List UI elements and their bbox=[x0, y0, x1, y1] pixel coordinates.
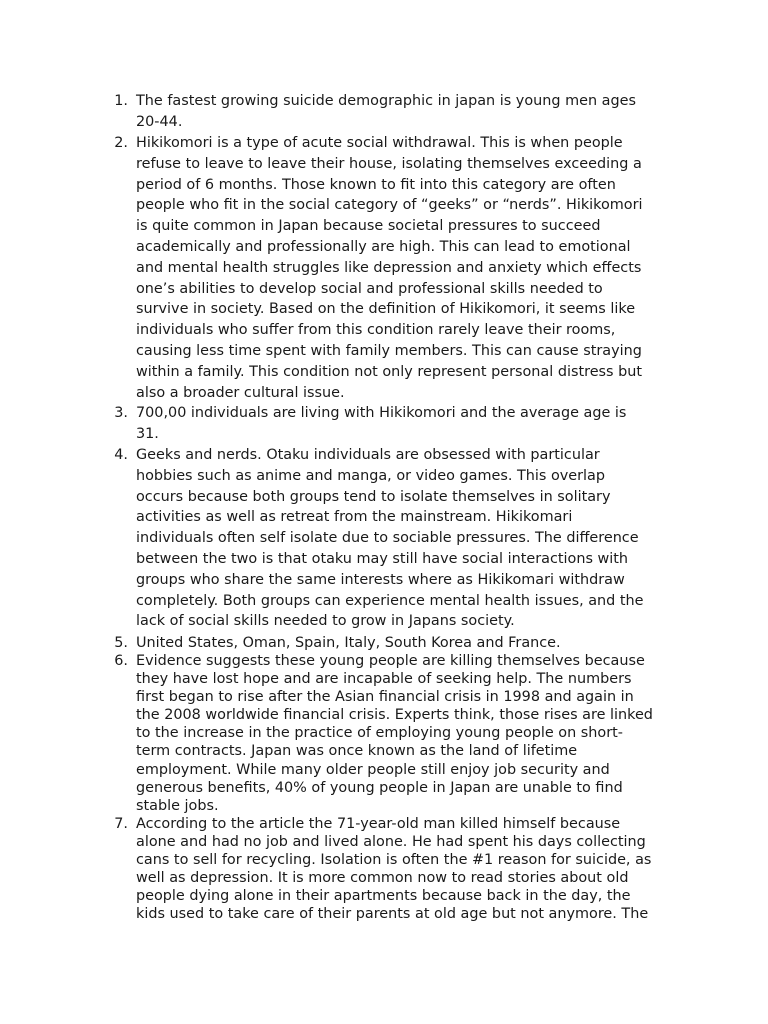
list-number: 1. bbox=[114, 93, 128, 109]
text-line: they have lost hope and are incapable of seeking help. The numbers bbox=[136, 671, 632, 688]
text-line: survive in society. Based on the definition of Hikikomori, it seems like bbox=[136, 301, 636, 318]
list-item-text bbox=[136, 91, 696, 133]
text-line: Hikikomori is a type of acute social withdrawal. This is when people bbox=[136, 135, 623, 151]
text-line: alone and had no job and lived alone. He had spent his days collecting bbox=[136, 834, 646, 851]
list-number: 6. bbox=[114, 653, 128, 669]
text-line: causing less time spent with family members. This can cause straying bbox=[136, 342, 642, 359]
list-item-text bbox=[136, 652, 696, 815]
text-line: one’s abilities to develop social and professional skills needed to bbox=[136, 280, 603, 297]
text-line: 31. bbox=[136, 425, 159, 442]
text-line: is quite common in Japan because societal pressures to succeed bbox=[136, 218, 601, 235]
text-line: people who fit in the social category of “geeks” or “nerds”. Hikikomori bbox=[136, 197, 643, 214]
list-item-text bbox=[136, 815, 696, 924]
text-line: lack of social skills needed to grow in Japans society. bbox=[136, 613, 515, 630]
text-line: well as depression. It is more common now to read stories about old bbox=[136, 870, 629, 887]
text-line: activities as well as retreat from the mainstream. Hikikomari bbox=[136, 509, 573, 526]
text-line: people dying alone in their apartments because back in the day, the bbox=[136, 888, 631, 905]
text-line: occurs because both groups tend to isolate themselves in solitary bbox=[136, 488, 611, 505]
text-line: academically and professionally are high. This can lead to emotional bbox=[136, 238, 631, 255]
list-number: 4. bbox=[114, 447, 128, 463]
text-line: generous benefits, 40% of young people in Japan are unable to find bbox=[136, 779, 623, 796]
text-line: kids used to take care of their parents at old age but not anymore. The bbox=[136, 906, 649, 923]
text-line: the 2008 worldwide financial crisis. Experts think, those rises are linked bbox=[136, 707, 653, 724]
text-line: 700,00 individuals are living with Hikikomori and the average age is bbox=[136, 405, 627, 421]
list-item-text bbox=[136, 133, 696, 403]
text-line: 20-44. bbox=[136, 113, 183, 130]
text-line: term contracts. Japan was once known as the land of lifetime bbox=[136, 743, 578, 760]
text-line: employment. While many older people still enjoy job security and bbox=[136, 761, 610, 778]
text-line: cans to sell for recycling. Isolation is often the #1 reason for suicide, as bbox=[136, 852, 652, 869]
list-item-text bbox=[136, 633, 696, 654]
text-line: hobbies such as anime and manga, or video games. This overlap bbox=[136, 467, 605, 484]
text-line: also a broader cultural issue. bbox=[136, 384, 345, 401]
list-number: 5. bbox=[114, 635, 128, 651]
list-number: 2. bbox=[114, 135, 128, 151]
text-line: stable jobs. bbox=[136, 797, 219, 814]
text-line: According to the article the 71-year-old man killed himself because bbox=[136, 816, 621, 832]
list-number: 7. bbox=[114, 816, 128, 832]
text-line: between the two is that otaku may still have social interactions with bbox=[136, 550, 629, 567]
text-line: within a family. This condition not only represent personal distress but bbox=[136, 363, 643, 380]
text-line: to the increase in the practice of employing young people on short- bbox=[136, 725, 623, 742]
text-line: and mental health struggles like depression and anxiety which effects bbox=[136, 259, 642, 276]
text-line: refuse to leave to leave their house, isolating themselves exceeding a bbox=[136, 155, 642, 172]
list-item-text bbox=[136, 403, 696, 445]
text-line: completely. Both groups can experience mental health issues, and the bbox=[136, 592, 644, 609]
text-line: first began to rise after the Asian financial crisis in 1998 and again in bbox=[136, 689, 634, 706]
text-line: Geeks and nerds. Otaku individuals are obsessed with particular bbox=[136, 447, 600, 463]
list-number: 3. bbox=[114, 405, 128, 421]
text-line: United States, Oman, Spain, Italy, South Korea and France. bbox=[136, 635, 561, 651]
text-line: groups who share the same interests where as Hikikomari withdraw bbox=[136, 571, 625, 588]
text-line: period of 6 months. Those known to fit into this category are often bbox=[136, 176, 616, 193]
text-line: individuals often self isolate due to sociable pressures. The difference bbox=[136, 530, 639, 547]
text-line: The fastest growing suicide demographic in japan is young men ages bbox=[136, 93, 636, 109]
text-line: individuals who suffer from this condition rarely leave their rooms, bbox=[136, 322, 616, 339]
text-line: Evidence suggests these young people are killing themselves because bbox=[136, 653, 645, 669]
list-item-text bbox=[136, 445, 696, 632]
